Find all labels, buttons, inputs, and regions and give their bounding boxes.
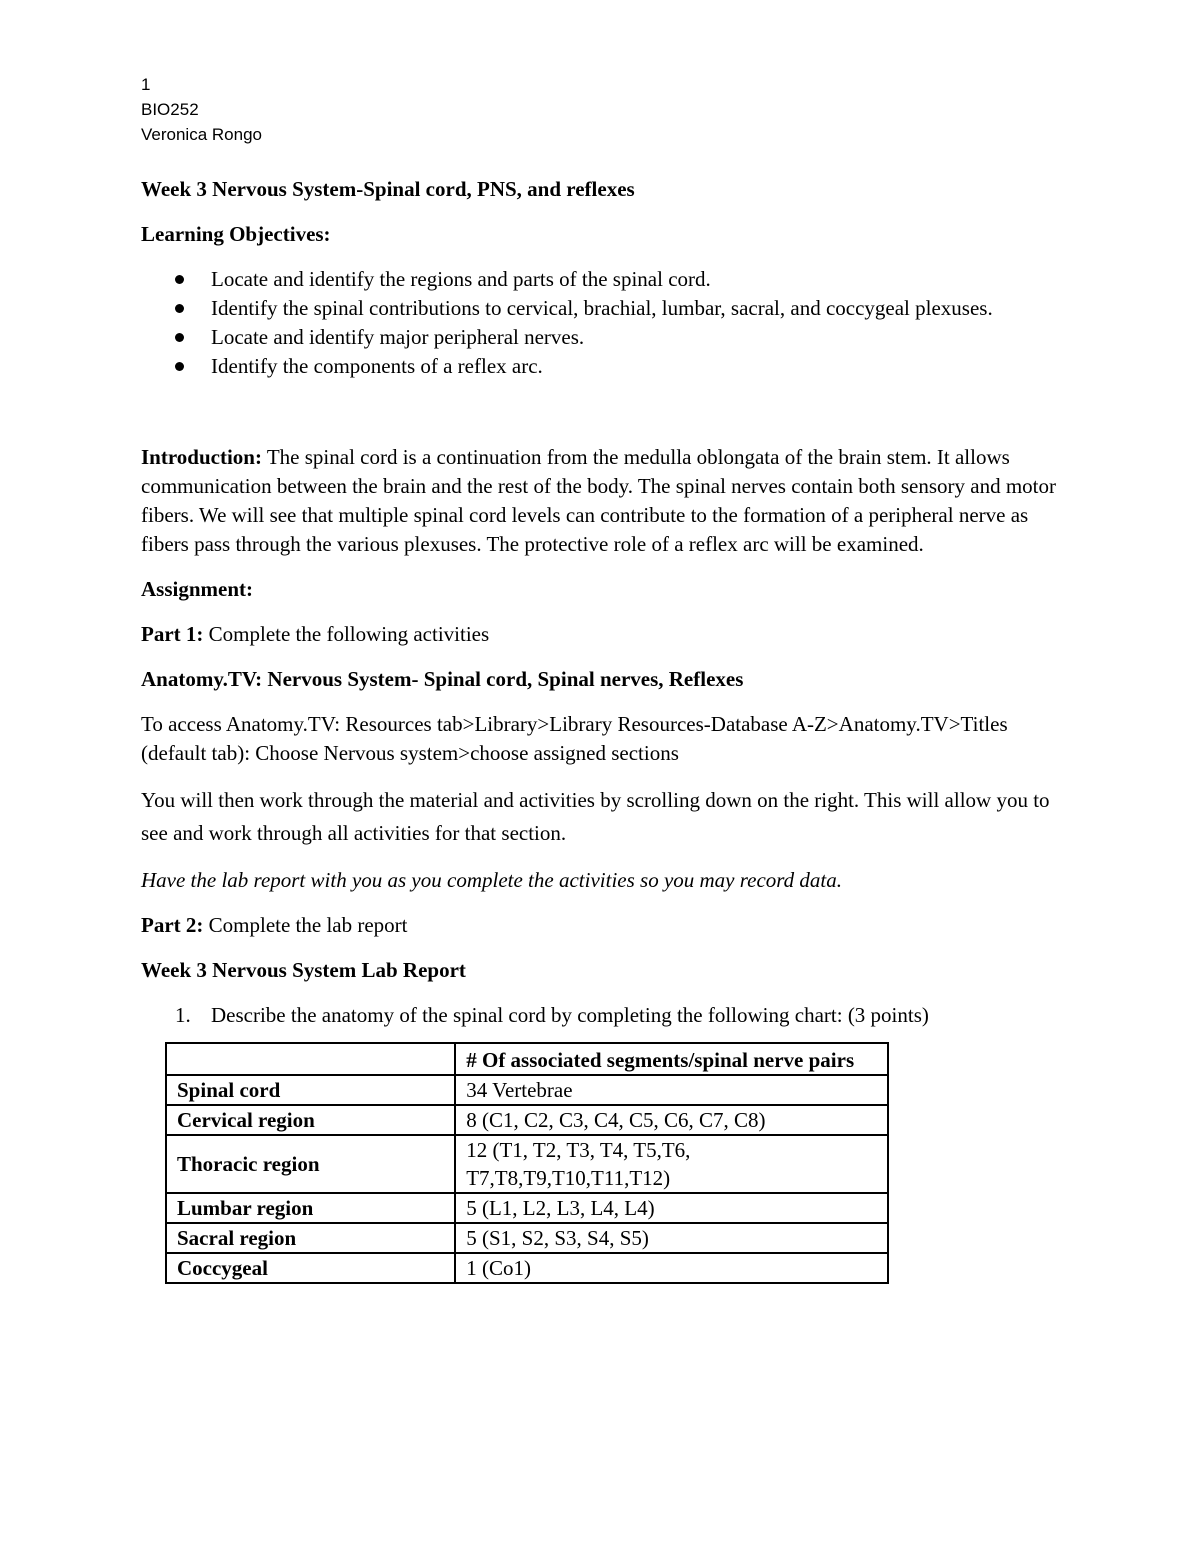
region-cell: Thoracic region [166,1135,455,1193]
region-cell: Spinal cord [166,1075,455,1105]
introduction-label: Introduction: [141,445,262,469]
part1-text: Complete the following activities [203,622,490,646]
bullet-icon [175,304,184,313]
value-cell: 34 Vertebrae [455,1075,888,1105]
page-header [141,72,262,147]
question-item [141,1001,1066,1030]
region-cell: Sacral region [166,1223,455,1253]
table-header-row [166,1043,888,1075]
region-cell: Lumbar region [166,1193,455,1223]
work-instructions: You will then work through the material and activities by scrolling down on the right. This will allow you to see and work through all activities for that section. [141,788,1050,845]
introduction-text: The spinal cord is a continuation from the medulla oblongata of the brain stem. It allows communication between the brain and the rest of the body. The spinal nerves contain both sensory and motor fibers. We will see that multiple spinal cord levels can contribute to the formation of a peripheral nerve as fibers pass through the various plexuses. The protective role of a reflex arc will be examined. [141,445,1057,556]
value-cell: 5 (L1, L2, L3, L4, L4) [455,1193,888,1223]
table-row [166,1253,888,1283]
course-code: BIO252 [141,100,199,119]
learning-objectives-list [141,265,1066,381]
table-header-cell: # Of associated segments/spinal nerve pairs [455,1043,888,1075]
list-item [141,265,1066,294]
assignment-heading: Assignment: [141,577,254,601]
bullet-icon [175,333,184,342]
bullet-icon [175,362,184,371]
questions-list [141,1001,1066,1030]
introduction-paragraph [141,443,1066,559]
value-cell: 5 (S1, S2, S3, S4, S5) [455,1223,888,1253]
document-title: Week 3 Nervous System-Spinal cord, PNS, and reflexes [141,177,635,201]
value-cell: 8 (C1, C2, C3, C4, C5, C6, C7, C8) [455,1105,888,1135]
page-number: 1 [141,75,151,94]
objective-text: Locate and identify the regions and parts of the spinal cord. [211,267,711,291]
lab-report-heading: Week 3 Nervous System Lab Report [141,958,466,982]
anatomy-tv-heading: Anatomy.TV: Nervous System- Spinal cord, Spinal nerves, Reflexes [141,667,744,691]
learning-objectives-heading: Learning Objectives: [141,222,331,246]
part1-paragraph [141,620,1066,649]
table-row [166,1135,888,1193]
list-item [141,323,1066,352]
document-body [141,175,1066,1284]
question-text: Describe the anatomy of the spinal cord by completing the following chart: (3 points) [211,1003,929,1027]
table-row [166,1193,888,1223]
table-row [166,1075,888,1105]
region-cell: Cervical region [166,1105,455,1135]
value-cell: 12 (T1, T2, T3, T4, T5,T6, T7,T8,T9,T10,T11,T12) [455,1135,888,1193]
access-instructions: To access Anatomy.TV: Resources tab>Library>Library Resources-Database A-Z>Anatomy.TV>Titles (default tab): Choose Nervous system>choose assigned sections [141,712,1008,765]
objective-text: Identify the spinal contributions to cervical, brachial, lumbar, sacral, and coccygeal plexuses. [211,296,993,320]
value-cell: 1 (Co1) [455,1253,888,1283]
question-number: 1. [175,1003,191,1027]
lab-report-note: Have the lab report with you as you complete the activities so you may record data. [141,868,843,892]
spinal-cord-chart [165,1042,889,1284]
table-row [166,1223,888,1253]
author-name: Veronica Rongo [141,125,262,144]
part2-text: Complete the lab report [203,913,408,937]
table-row [166,1105,888,1135]
objective-text: Locate and identify major peripheral nerves. [211,325,585,349]
part2-paragraph [141,911,1066,940]
bullet-icon [175,275,184,284]
objective-text: Identify the components of a reflex arc. [211,354,543,378]
region-cell: Coccygeal [166,1253,455,1283]
list-item [141,294,1066,323]
part2-label: Part 2: [141,913,204,937]
part1-label: Part 1: [141,622,204,646]
table-header-cell [166,1043,455,1075]
list-item [141,352,1066,381]
